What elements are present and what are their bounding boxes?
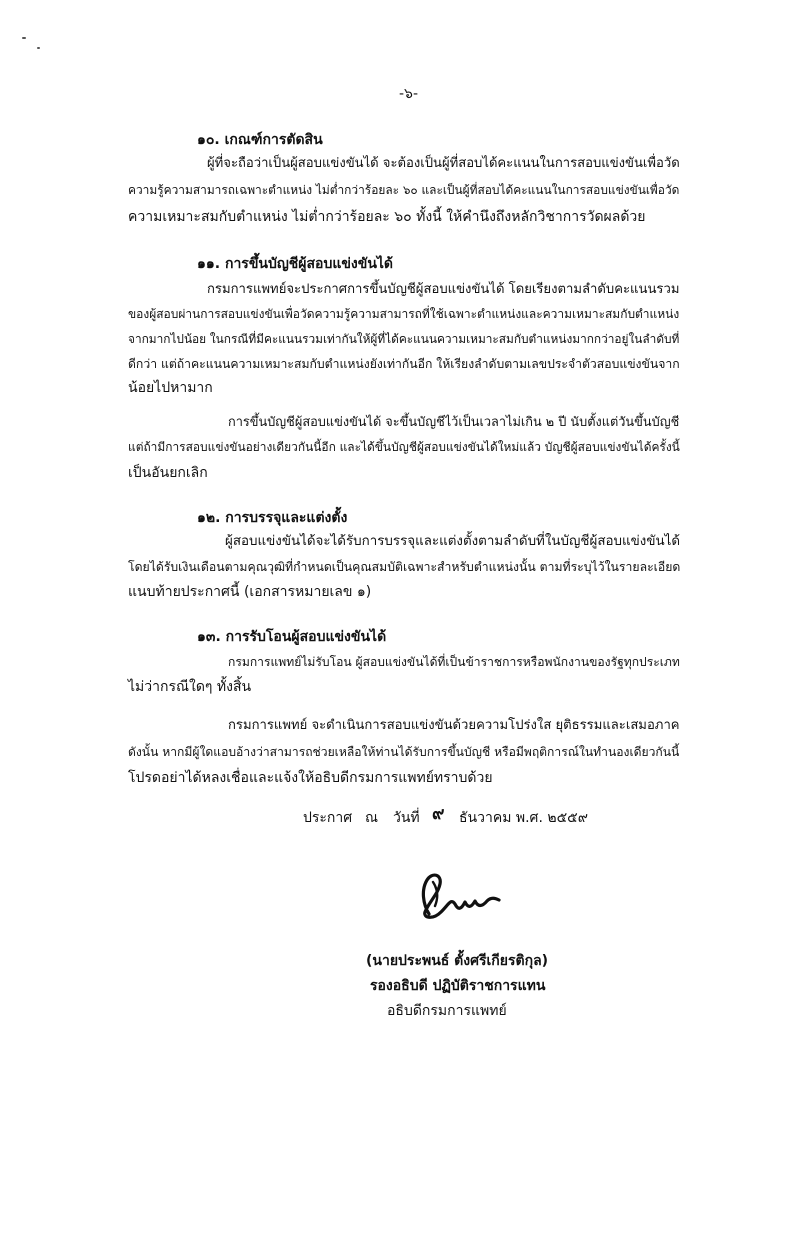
closing-line: ดังนั้น หากมีผู้ใดแอบอ้างว่าสามารถช่วยเหลือให้ท่านได้รับการขึ้นบัญชี หรือมีพฤติการณ์ในทำนองเดียวกันนี้ (128, 745, 680, 759)
scan-speck (37, 47, 40, 49)
scan-speck (22, 37, 26, 39)
section-11-line: เป็นอันยกเลิก (128, 465, 208, 481)
page-number: -๖- (399, 86, 418, 102)
signature (415, 868, 505, 923)
section-11-line: น้อยไปหามาก (128, 380, 213, 396)
section-heading-11: ๑๑. การขึ้นบัญชีผู้สอบแข่งขันได้ (197, 256, 394, 272)
section-12-line: แนบท้ายประกาศนี้ (เอกสารหมายเลข ๑) (128, 584, 372, 600)
section-11-line: การขึ้นบัญชีผู้สอบแข่งขันได้ จะขึ้นบัญชีไว้เป็นเวลาไม่เกิน ๒ ปี นับตั้งแต่วันขึ้นบัญชี (228, 415, 680, 430)
closing-line: โปรดอย่าได้หลงเชื่อและแจ้งให้อธิบดีกรมการแพทย์ทราบด้วย (128, 770, 493, 786)
announce-day-label: วันที่ (393, 810, 420, 826)
section-heading-13: ๑๓. การรับโอนผู้สอบแข่งขันได้ (197, 629, 387, 645)
section-11-line: ดีกว่า แต่ถ้าคะแนนความเหมาะสมกับตำแหน่งยังเท่ากันอีก ให้เรียงลำดับตามเลขประจำตัวสอบแข่งขันจาก (128, 357, 680, 371)
section-11-line: ของผู้สอบผ่านการสอบแข่งขันเพื่อวัดความรู้ความสามารถที่ใช้เฉพาะตำแหน่งและความเหมาะสมกับตำแหน่ง (128, 307, 680, 321)
closing-line: กรมการแพทย์ จะดำเนินการสอบแข่งขันด้วยความโปร่งใส ยุติธรรมและเสมอภาค (228, 718, 680, 733)
section-11-line: กรมการแพทย์จะประกาศการขึ้นบัญชีผู้สอบแข่งขันได้ โดยเรียงตามลำดับคะแนนรวม (207, 282, 680, 297)
section-10-line: ผู้ที่จะถือว่าเป็นผู้สอบแข่งขันได้ จะต้องเป็นผู้ที่สอบได้คะแนนในการสอบแข่งขันเพื่อวัด (207, 156, 680, 171)
section-12-line: โดยได้รับเงินเดือนตามคุณวุฒิที่กำหนดเป็นคุณสมบัติเฉพาะสำหรับตำแหน่งนั้น ตามที่ระบุไว้ในรายละเอียด (128, 560, 681, 574)
announce-month-year: ธันวาคม พ.ศ. ๒๕๕๙ (459, 810, 589, 826)
signatory-org: อธิบดีกรมการแพทย์ (387, 1003, 507, 1019)
announce-day: ๙ (432, 804, 445, 824)
signatory-title: รองอธิบดี ปฏิบัติราชการแทน (370, 978, 546, 994)
section-10-line: ความเหมาะสมกับตำแหน่ง ไม่ต่ำกว่าร้อยละ ๖๐ ทั้งนี้ ให้คำนึงถึงหลักวิชาการวัดผลด้วย (128, 209, 646, 225)
section-11-line: จากมากไปน้อย ในกรณีที่มีคะแนนรวมเท่ากันให้ผู้ที่ได้คะแนนความเหมาะสมกับตำแหน่งมากกว่าอยู่ในลำดับที่ (128, 332, 680, 346)
section-heading-12: ๑๒. การบรรจุและแต่งตั้ง (197, 510, 348, 526)
section-heading-10: ๑๐. เกณฑ์การตัดสิน (197, 132, 323, 148)
section-10-line: ความรู้ความสามารถเฉพาะตำแหน่ง ไม่ต่ำกว่าร้อยละ ๖๐ และเป็นผู้ที่สอบได้คะแนนในการสอบแข่งขันเพื่อวัด (128, 183, 680, 197)
announce-label: ประกาศ (303, 810, 353, 826)
section-13-line: กรมการแพทย์ไม่รับโอน ผู้สอบแข่งขันได้ที่เป็นข้าราชการหรือพนักงานของรัฐทุกประเภท (228, 655, 680, 669)
section-12-line: ผู้สอบแข่งขันได้จะได้รับการบรรจุและแต่งตั้งตามลำดับที่ในบัญชีผู้สอบแข่งขันได้ (225, 534, 681, 549)
signatory-name: (นายประพนธ์ ตั้งศรีเกียรติกุล) (366, 953, 549, 969)
section-13-line: ไม่ว่ากรณีใดๆ ทั้งสิ้น (128, 679, 252, 695)
announce-at: ณ (365, 810, 378, 826)
section-11-line: แต่ถ้ามีการสอบแข่งขันอย่างเดียวกันนี้อีก และได้ขึ้นบัญชีผู้สอบแข่งขันได้ใหม่แล้ว บัญชีผู้สอบแข่งขันได้ครั้งนี้ (128, 440, 680, 454)
